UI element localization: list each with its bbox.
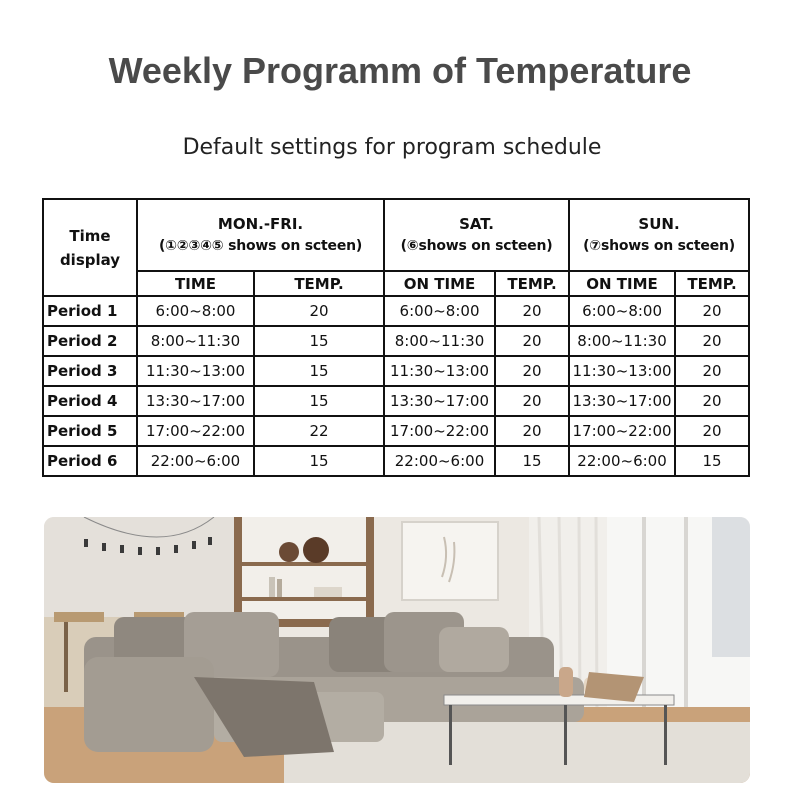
- time-cell: 17:00~22:00: [137, 416, 254, 446]
- group-header-mon-fri: [137, 199, 384, 271]
- time-display-header: [43, 199, 137, 296]
- time-cell: 22:00~6:00: [137, 446, 254, 476]
- header-row-columns: [43, 271, 749, 296]
- time-display-line-2: display: [59, 250, 121, 269]
- group-note: (①②③④⑤ shows on scteen): [158, 238, 363, 254]
- time-cell: 13:30~17:00: [137, 386, 254, 416]
- table-row: [43, 326, 749, 356]
- temp-cell: 15: [495, 446, 569, 476]
- header-row-groups: [43, 199, 749, 271]
- temp-cell: 15: [675, 446, 749, 476]
- time-cell: 17:00~22:00: [384, 416, 495, 446]
- table-row: [43, 296, 749, 326]
- temp-cell: 20: [254, 296, 384, 326]
- table-row: [43, 446, 749, 476]
- living-room-illustration: [44, 517, 750, 783]
- temp-cell: 20: [675, 326, 749, 356]
- period-label: Period 2: [43, 326, 137, 356]
- period-label: Period 3: [43, 356, 137, 386]
- temp-cell: 20: [675, 356, 749, 386]
- time-cell: 11:30~13:00: [569, 356, 675, 386]
- group-title: MON.-FRI.: [217, 215, 304, 233]
- time-display-line-1: Time: [69, 226, 111, 245]
- group-title: SAT.: [459, 215, 494, 233]
- group-note: (⑥shows on scteen): [400, 238, 553, 254]
- column-header: ON TIME: [569, 271, 675, 296]
- group-header-sun: [569, 199, 749, 271]
- column-header: TIME: [137, 271, 254, 296]
- table-row: [43, 386, 749, 416]
- page-title: Weekly Programm of Temperature: [108, 50, 692, 91]
- time-cell: 17:00~22:00: [569, 416, 675, 446]
- group-header-sat: [384, 199, 569, 271]
- temp-cell: 20: [675, 296, 749, 326]
- table-row: [43, 356, 749, 386]
- time-cell: 6:00~8:00: [137, 296, 254, 326]
- group-title: SUN.: [638, 215, 680, 233]
- time-cell: 11:30~13:00: [137, 356, 254, 386]
- time-cell: 8:00~11:30: [384, 326, 495, 356]
- period-label: Period 6: [43, 446, 137, 476]
- temp-cell: 20: [495, 356, 569, 386]
- table-row: [43, 416, 749, 446]
- period-label: Period 5: [43, 416, 137, 446]
- column-header: ON TIME: [384, 271, 495, 296]
- temp-cell: 15: [254, 446, 384, 476]
- time-cell: 8:00~11:30: [137, 326, 254, 356]
- time-cell: 22:00~6:00: [384, 446, 495, 476]
- temp-cell: 15: [254, 356, 384, 386]
- period-label: Period 4: [43, 386, 137, 416]
- temp-cell: 20: [495, 296, 569, 326]
- time-cell: 13:30~17:00: [384, 386, 495, 416]
- time-cell: 8:00~11:30: [569, 326, 675, 356]
- temp-cell: 20: [675, 416, 749, 446]
- time-cell: 6:00~8:00: [384, 296, 495, 326]
- temp-cell: 22: [254, 416, 384, 446]
- period-label: Period 1: [43, 296, 137, 326]
- time-cell: 13:30~17:00: [569, 386, 675, 416]
- temp-cell: 20: [495, 416, 569, 446]
- column-header: TEMP.: [675, 271, 749, 296]
- time-cell: 22:00~6:00: [569, 446, 675, 476]
- temp-cell: 15: [254, 326, 384, 356]
- column-header: TEMP.: [495, 271, 569, 296]
- column-header: TEMP.: [254, 271, 384, 296]
- living-room-photo: [44, 517, 750, 783]
- temp-cell: 15: [254, 386, 384, 416]
- temp-cell: 20: [675, 386, 749, 416]
- schedule-table: [42, 198, 750, 477]
- time-cell: 6:00~8:00: [569, 296, 675, 326]
- page-subtitle: Default settings for program schedule: [182, 135, 602, 160]
- temp-cell: 20: [495, 326, 569, 356]
- group-note: (⑦shows on scteen): [583, 238, 735, 254]
- time-cell: 11:30~13:00: [384, 356, 495, 386]
- temp-cell: 20: [495, 386, 569, 416]
